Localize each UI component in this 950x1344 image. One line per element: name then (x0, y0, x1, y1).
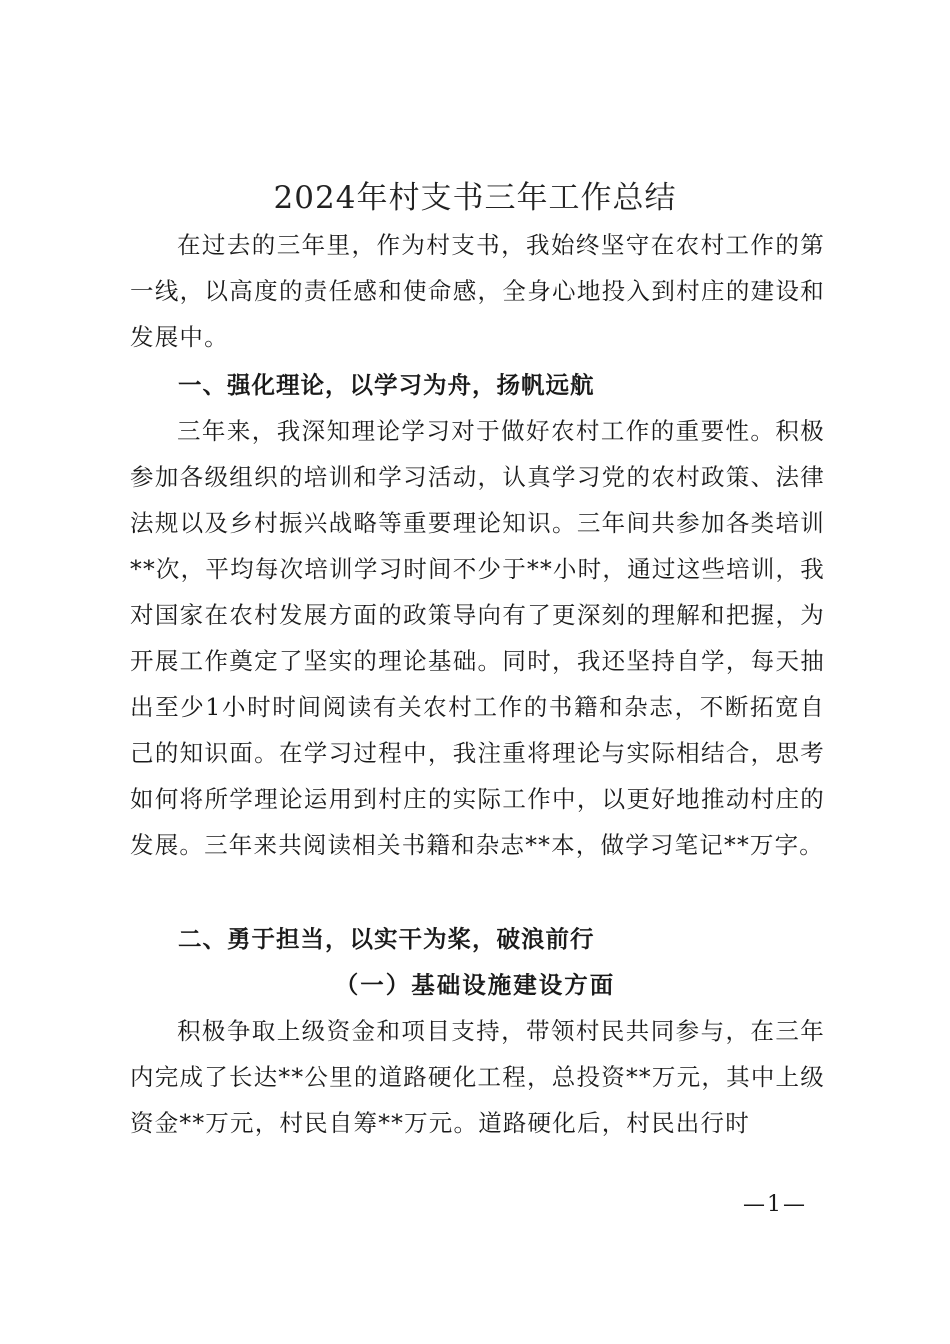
page-number: —1— (743, 1192, 807, 1217)
section-2-paragraph: 积极争取上级资金和项目支持，带领村民共同参与，在三年内完成了长达**公里的道路硬化工程，总投资**万元，其中上级资金**万元，村民自筹**万元。道路硬化后，村民出行时 (130, 1017, 825, 1137)
section-2-subheading: （一）基础设施建设方面 (334, 971, 616, 999)
document-title: 2024年村支书三年工作总结 (273, 180, 677, 216)
section-1-heading: 一、强化理论，以学习为舟，扬帆远航 (178, 371, 595, 399)
section-1-paragraph: 三年来，我深知理论学习对于做好农村工作的重要性。积极参加各级组织的培训和学习活动，认真学习党的农村政策、法律法规以及乡村振兴战略等重要理论知识。三年间共参加各类培训**次，平均每次培训学习时间不少于**小时，通过这些培训，我对国家在农村发展方面的政策导向有了更深刻的理解和把握，为开展工作奠定了坚实的理论基础。同时，我还坚持自学，每天抽出至少1小时时间阅读有关农村工作的书籍和杂志，不断拓宽自己的知识面。在学习过程中，我注重将理论与实际相结合，思考如何将所学理论运用到村庄的实际工作中，以更好地推动村庄的发展。三年来共阅读相关书籍和杂志**本，做学习笔记**万字。 (130, 417, 825, 859)
section-2-heading: 二、勇于担当，以实干为桨，破浪前行 (178, 925, 595, 953)
intro-paragraph: 在过去的三年里，作为村支书，我始终坚守在农村工作的第一线，以高度的责任感和使命感，全身心地投入到村庄的建设和发展中。 (130, 231, 825, 351)
